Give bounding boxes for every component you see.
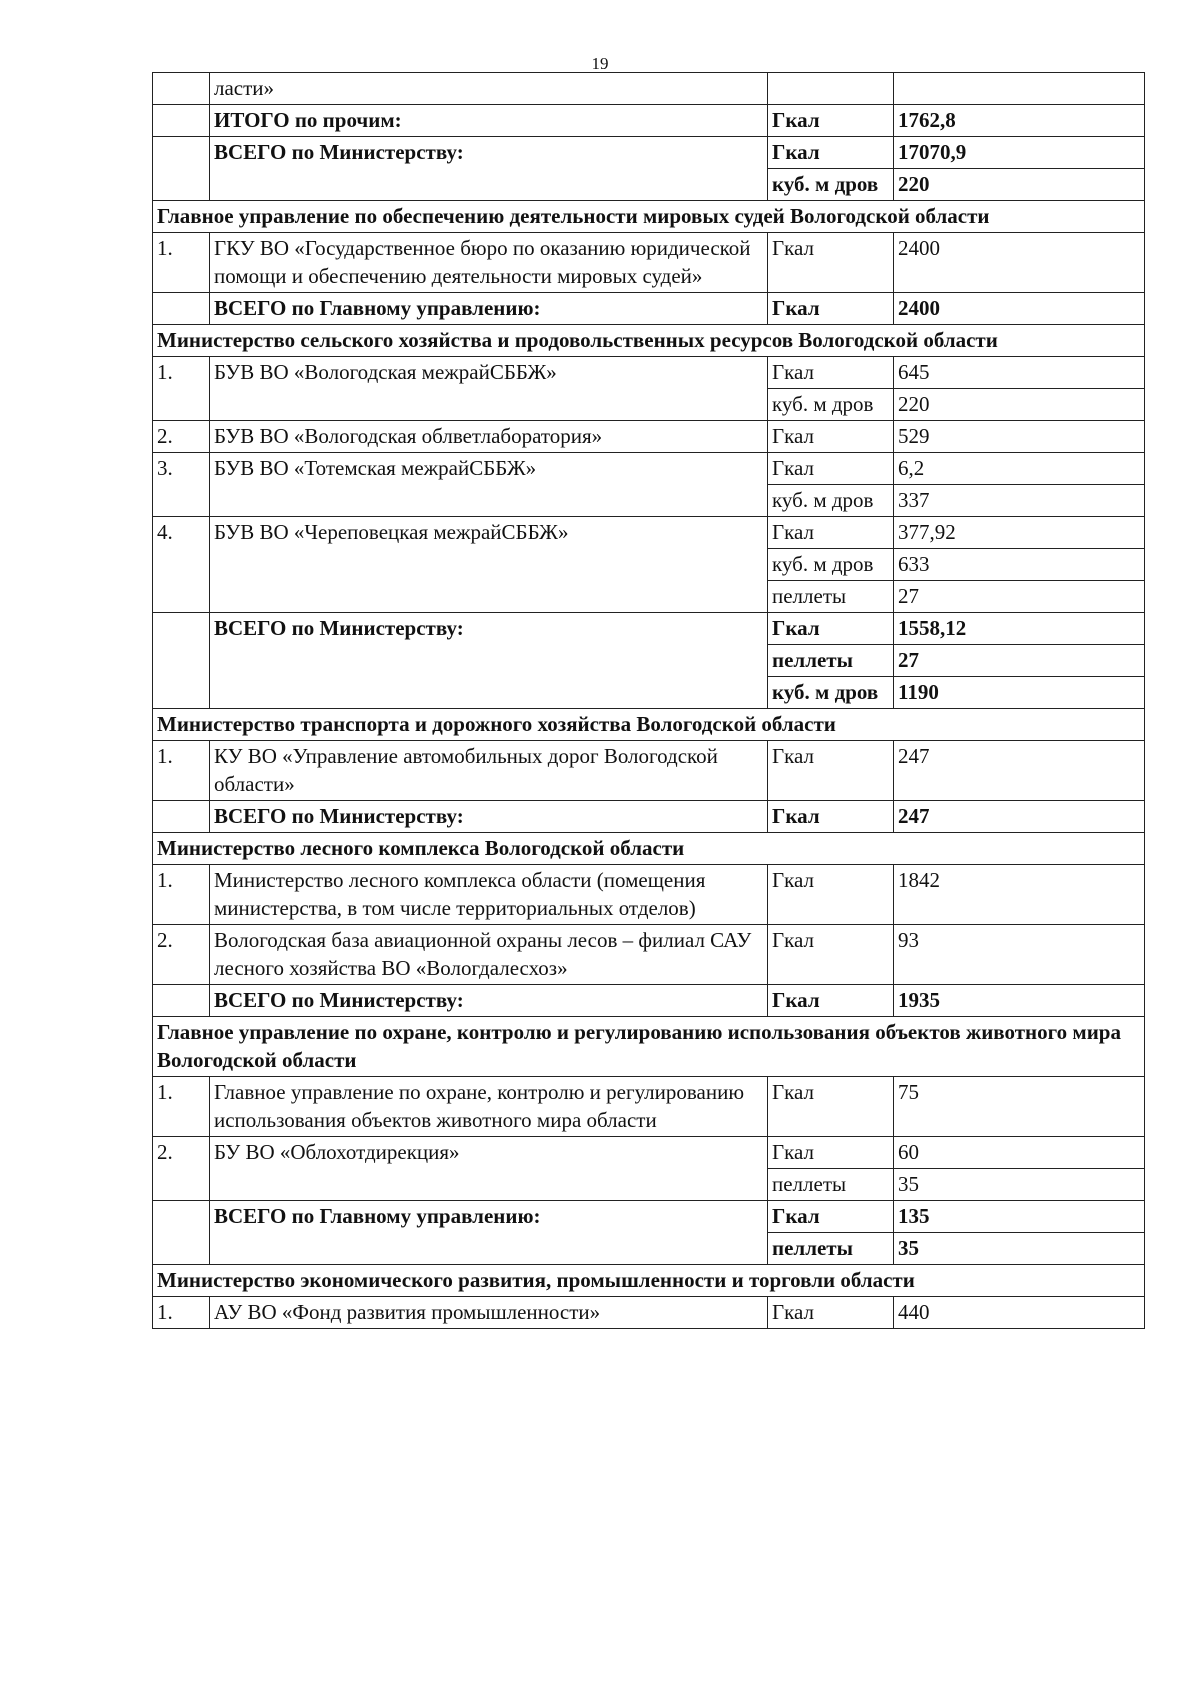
unit-cell: Гкал: [768, 233, 894, 293]
table-row: [153, 985, 1145, 1017]
table-row: [153, 105, 1145, 137]
row-number: 2.: [153, 925, 210, 985]
page-number: 19: [591, 54, 609, 73]
itogo-label: ИТОГО по прочим:: [210, 105, 768, 137]
value-cell: 220: [894, 169, 1145, 201]
table-row: [153, 925, 1145, 985]
org-name: Министерство лесного комплекса области (помещения министерства, в том числе территориальных отделов): [210, 865, 768, 925]
value-cell: 27: [894, 581, 1145, 613]
row-number: 1.: [153, 865, 210, 925]
section-header-row: [153, 201, 1145, 233]
value-cell: 1558,12: [894, 613, 1145, 645]
unit-cell: Гкал: [768, 357, 894, 389]
value-cell: 93: [894, 925, 1145, 985]
value-cell: 60: [894, 1137, 1145, 1169]
org-name: БУВ ВО «Тотемская межрайСББЖ»: [210, 453, 768, 517]
value-cell: 27: [894, 645, 1145, 677]
unit-cell: Гкал: [768, 741, 894, 801]
section-header-row: [153, 1265, 1145, 1297]
unit-cell: пеллеты: [768, 1169, 894, 1201]
section-header-row: [153, 1017, 1145, 1077]
total-label: ВСЕГО по Главному управлению:: [210, 293, 768, 325]
table-row: [153, 801, 1145, 833]
heat-consumption-table: [152, 72, 1145, 1329]
section-header-row: [153, 325, 1145, 357]
unit-cell: Гкал: [768, 421, 894, 453]
unit-cell: Гкал: [768, 137, 894, 169]
value-cell: 17070,9: [894, 137, 1145, 169]
org-name: БУВ ВО «Вологодская межрайСББЖ»: [210, 357, 768, 421]
section-title: Министерство лесного комплекса Вологодской области: [153, 833, 1145, 865]
table-row: [153, 137, 1145, 169]
value-cell: 1842: [894, 865, 1145, 925]
total-label: ВСЕГО по Министерству:: [210, 137, 768, 201]
table-row: [153, 613, 1145, 645]
value-cell: 2400: [894, 293, 1145, 325]
continuation-text: ласти»: [210, 73, 768, 105]
row-number: 2.: [153, 421, 210, 453]
value-cell: 1935: [894, 985, 1145, 1017]
org-name: БУВ ВО «Вологодская облветлаборатория»: [210, 421, 768, 453]
table-row: [153, 517, 1145, 549]
unit-cell: куб. м дров: [768, 169, 894, 201]
row-number: 3.: [153, 453, 210, 517]
row-number: 1.: [153, 741, 210, 801]
org-name: БУВ ВО «Череповецкая межрайСББЖ»: [210, 517, 768, 613]
value-cell: 35: [894, 1233, 1145, 1265]
org-name: КУ ВО «Управление автомобильных дорог Вологодской области»: [210, 741, 768, 801]
value-cell: 633: [894, 549, 1145, 581]
unit-cell: Гкал: [768, 925, 894, 985]
unit-cell: Гкал: [768, 293, 894, 325]
value-cell: 75: [894, 1077, 1145, 1137]
value-cell: 1762,8: [894, 105, 1145, 137]
table-row: [153, 293, 1145, 325]
value-cell: 645: [894, 357, 1145, 389]
unit-cell: пеллеты: [768, 581, 894, 613]
table-row: [153, 453, 1145, 485]
value-cell: 337: [894, 485, 1145, 517]
table-row: [153, 421, 1145, 453]
total-label: ВСЕГО по Министерству:: [210, 985, 768, 1017]
section-title: Министерство экономического развития, промышленности и торговли области: [153, 1265, 1145, 1297]
value-cell: 6,2: [894, 453, 1145, 485]
unit-cell: Гкал: [768, 865, 894, 925]
unit-cell: куб. м дров: [768, 549, 894, 581]
value-cell: 377,92: [894, 517, 1145, 549]
row-number: 1.: [153, 1297, 210, 1329]
table-row: [153, 73, 1145, 105]
unit-cell: Гкал: [768, 517, 894, 549]
value-cell: 1190: [894, 677, 1145, 709]
row-number: 4.: [153, 517, 210, 613]
unit-cell: Гкал: [768, 1137, 894, 1169]
table-row: [153, 357, 1145, 389]
table-row: [153, 741, 1145, 801]
unit-cell: Гкал: [768, 453, 894, 485]
row-number: 2.: [153, 1137, 210, 1201]
unit-cell: Гкал: [768, 985, 894, 1017]
value-cell: 220: [894, 389, 1145, 421]
section-header-row: [153, 709, 1145, 741]
org-name: Вологодская база авиационной охраны лесов – филиал САУ лесного хозяйства ВО «Вологдалесхоз»: [210, 925, 768, 985]
org-name: БУ ВО «Облохотдирекция»: [210, 1137, 768, 1201]
org-name: ГКУ ВО «Государственное бюро по оказанию юридической помощи и обеспечению деятельности мировых судей»: [210, 233, 768, 293]
section-title: Министерство сельского хозяйства и продовольственных ресурсов Вологодской области: [153, 325, 1145, 357]
value-cell: 247: [894, 741, 1145, 801]
unit-cell: Гкал: [768, 1201, 894, 1233]
section-header-row: [153, 833, 1145, 865]
table-row: [153, 233, 1145, 293]
section-title: Главное управление по охране, контролю и регулированию использования объектов животного мира Вологодской области: [153, 1017, 1145, 1077]
unit-cell: пеллеты: [768, 645, 894, 677]
unit-cell: Гкал: [768, 1077, 894, 1137]
org-name: АУ ВО «Фонд развития промышленности»: [210, 1297, 768, 1329]
unit-cell: Гкал: [768, 1297, 894, 1329]
value-cell: 135: [894, 1201, 1145, 1233]
unit-cell: Гкал: [768, 801, 894, 833]
row-number: 1.: [153, 1077, 210, 1137]
value-cell: 2400: [894, 233, 1145, 293]
table-row: [153, 1201, 1145, 1233]
unit-cell: пеллеты: [768, 1233, 894, 1265]
section-title: Министерство транспорта и дорожного хозяйства Вологодской области: [153, 709, 1145, 741]
total-label: ВСЕГО по Министерству:: [210, 801, 768, 833]
table-row: [153, 865, 1145, 925]
table-row: [153, 1137, 1145, 1169]
unit-cell: Гкал: [768, 105, 894, 137]
section-title: Главное управление по обеспечению деятельности мировых судей Вологодской области: [153, 201, 1145, 233]
value-cell: 35: [894, 1169, 1145, 1201]
table-row: [153, 1297, 1145, 1329]
unit-cell: куб. м дров: [768, 389, 894, 421]
unit-cell: куб. м дров: [768, 485, 894, 517]
unit-cell: куб. м дров: [768, 677, 894, 709]
value-cell: 247: [894, 801, 1145, 833]
row-number: 1.: [153, 357, 210, 421]
value-cell: 529: [894, 421, 1145, 453]
total-label: ВСЕГО по Главному управлению:: [210, 1201, 768, 1265]
total-label: ВСЕГО по Министерству:: [210, 613, 768, 709]
value-cell: 440: [894, 1297, 1145, 1329]
org-name: Главное управление по охране, контролю и регулированию использования объектов животного мира области: [210, 1077, 768, 1137]
row-number: 1.: [153, 233, 210, 293]
unit-cell: Гкал: [768, 613, 894, 645]
table-row: [153, 1077, 1145, 1137]
